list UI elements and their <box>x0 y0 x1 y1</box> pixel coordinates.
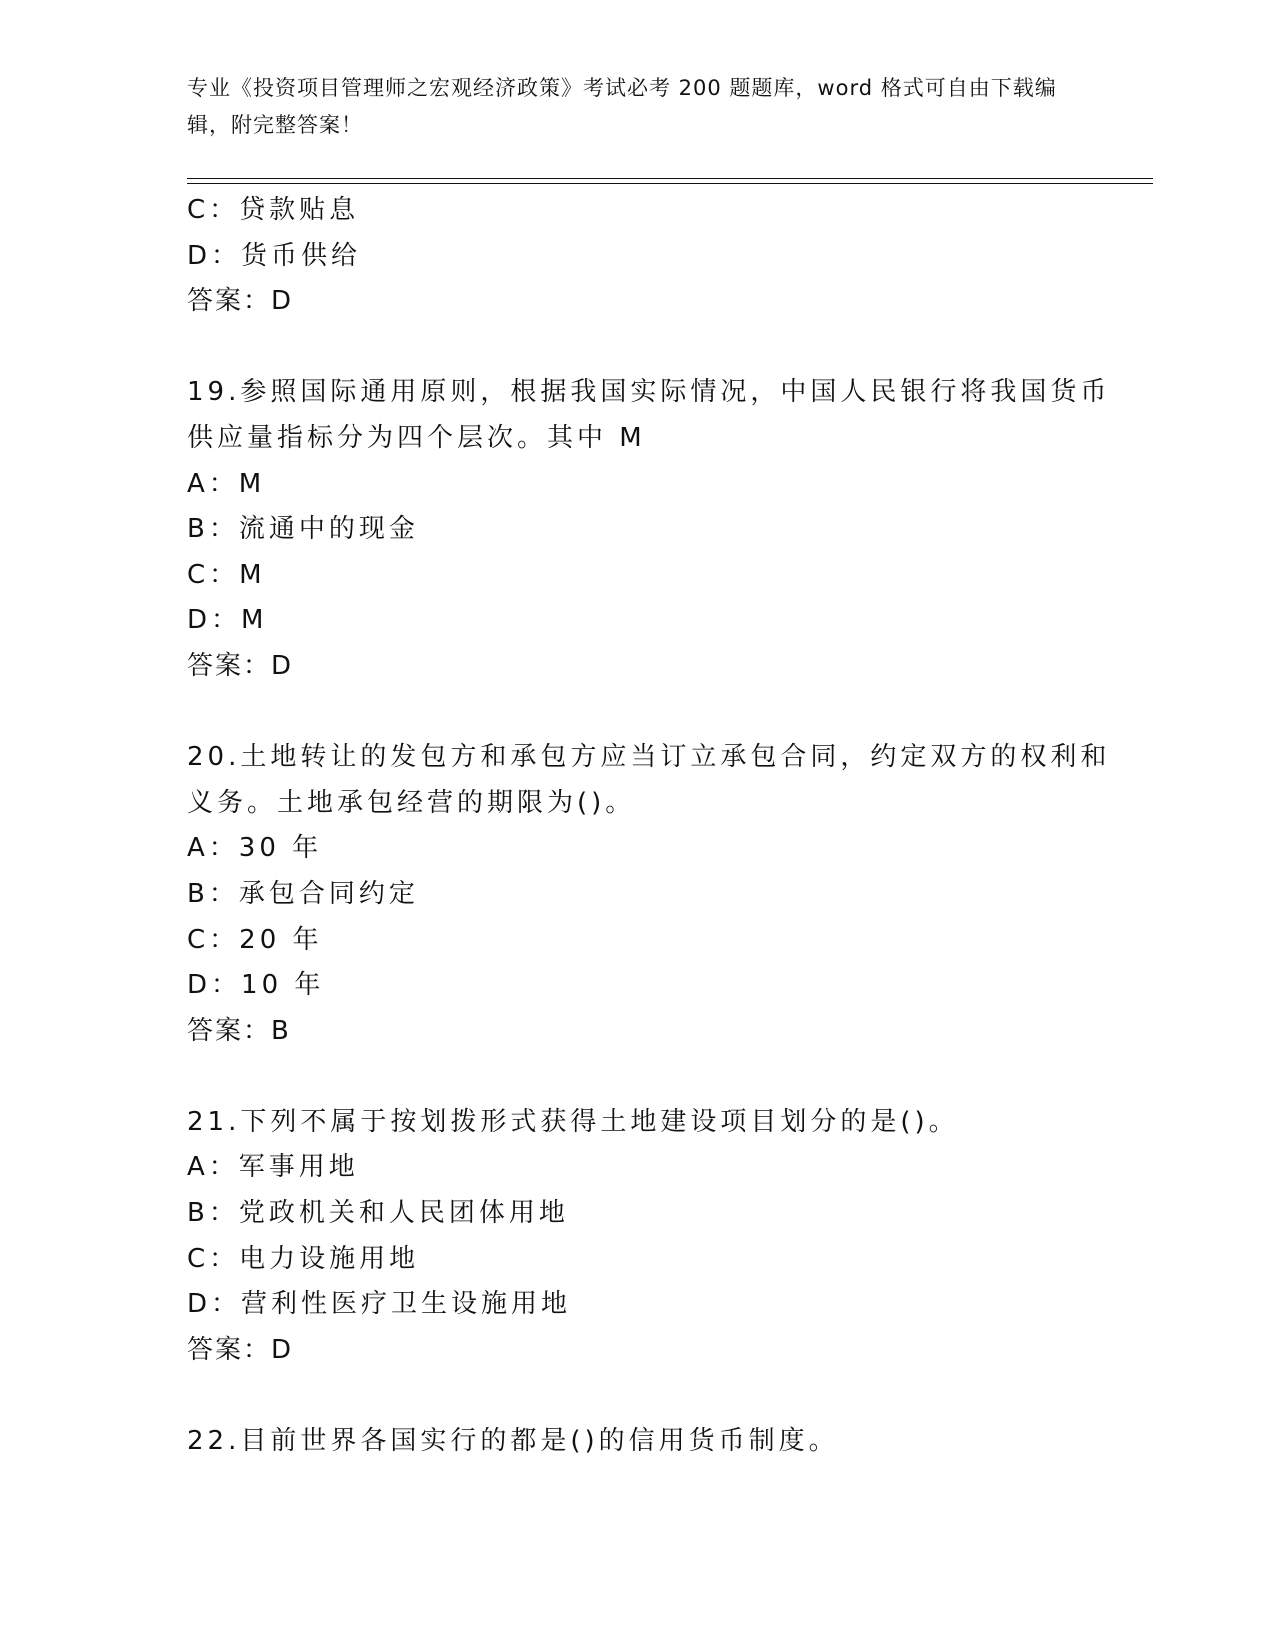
option-c: C：20 年 <box>187 924 323 955</box>
header-rule-bottom <box>187 183 1153 184</box>
option-a: A：30 年 <box>187 833 323 864</box>
question-19 <box>187 370 1111 689</box>
header-rule-top <box>187 178 1153 179</box>
question-text-line: 供应量指标分为四个层次。其中 M <box>187 422 646 453</box>
header-text: 专业《投资项目管理师之宏观经济政策》考试必考 200 题题库，word 格式可自由下载编辑，附完整答案！ <box>187 76 1057 137</box>
spacer <box>187 325 1087 371</box>
question-22 <box>187 1419 1087 1465</box>
option-d: D：M <box>187 605 268 636</box>
question-text-line: 20.土地转让的发包方和承包方应当订立承包合同，约定双方的权利和 <box>187 742 1111 773</box>
question-text-line: 21.下列不属于按划拨形式获得土地建设项目划分的是()。 <box>187 1106 959 1137</box>
question-21 <box>187 1100 1087 1374</box>
document-body <box>187 188 1111 1465</box>
question-20 <box>187 735 1111 1054</box>
option-b: B：承包合同约定 <box>187 878 419 909</box>
option-d: D：货币供给 <box>187 240 362 271</box>
question-text-line: 19.参照国际通用原则，根据我国实际情况，中国人民银行将我国货币 <box>187 377 1111 408</box>
answer: 答案：D <box>187 650 294 681</box>
option-d: D：营利性医疗卫生设施用地 <box>187 1289 572 1320</box>
option-c: C：贷款贴息 <box>187 195 360 225</box>
option-d: D：10 年 <box>187 970 325 1001</box>
option-a: A：军事用地 <box>187 1152 359 1183</box>
option-c: C：电力设施用地 <box>187 1243 420 1274</box>
answer: 答案：D <box>187 286 294 317</box>
option-b: B：党政机关和人民团体用地 <box>187 1198 569 1229</box>
option-b: B：流通中的现金 <box>187 514 419 545</box>
document-header <box>187 70 1067 144</box>
answer: 答案：D <box>187 1334 294 1365</box>
option-a: A：M <box>187 468 266 499</box>
option-c: C：M <box>187 559 266 590</box>
answer: 答案：B <box>187 1015 291 1046</box>
question-text-line: 22.目前世界各国实行的都是()的信用货币制度。 <box>187 1426 839 1457</box>
spacer <box>187 690 1087 736</box>
spacer <box>187 1373 1087 1419</box>
prev-question-tail <box>187 188 1087 325</box>
question-text-line: 义务。土地承包经营的期限为()。 <box>187 787 636 818</box>
spacer <box>187 1054 1087 1100</box>
